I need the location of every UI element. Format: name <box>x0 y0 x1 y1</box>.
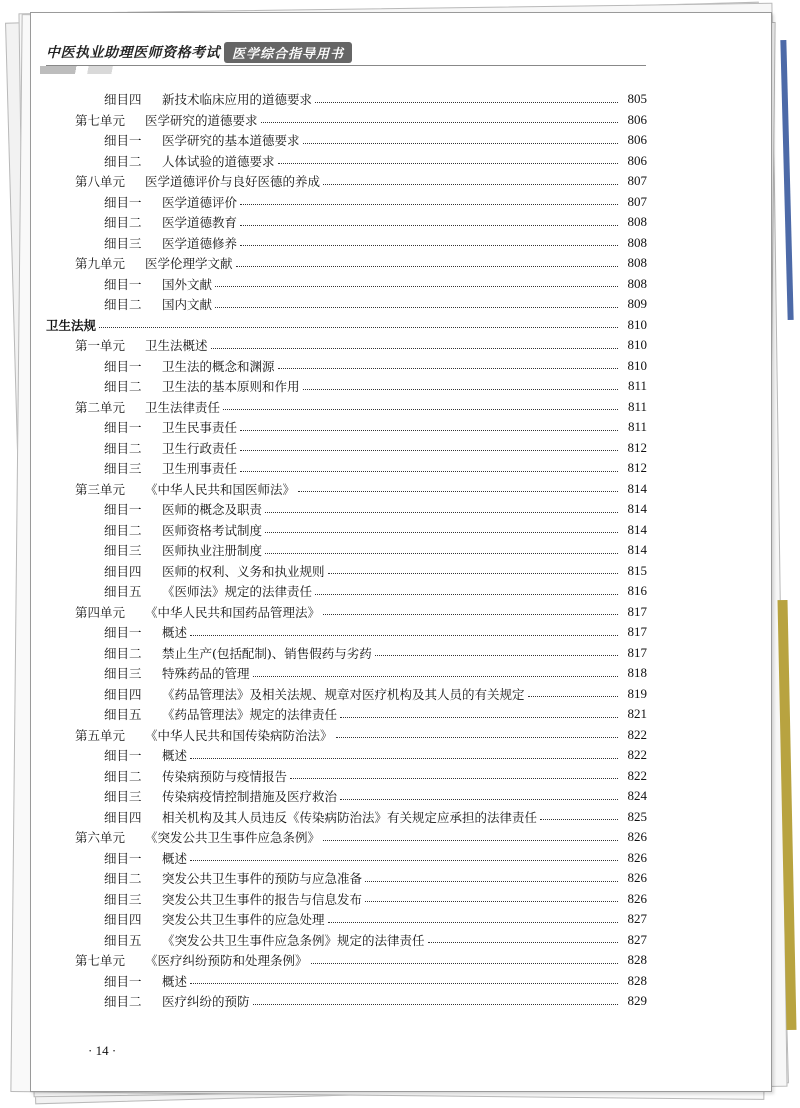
toc-entry-title: 《药品管理法》及相关法规、规章对医疗机构及其人员的有关规定 <box>162 686 525 702</box>
toc-entry-label <box>46 623 187 641</box>
dot-leader <box>265 553 618 554</box>
toc-entry[interactable] <box>46 335 647 356</box>
header-decoration <box>40 66 160 74</box>
toc-entry[interactable] <box>46 868 647 889</box>
toc-entry-code: 细目五 <box>104 932 142 948</box>
dot-leader <box>240 245 618 246</box>
dot-leader <box>315 594 618 595</box>
toc-entry-label <box>46 869 362 887</box>
toc-entry[interactable] <box>46 171 647 192</box>
toc-entry-page: 826 <box>627 829 647 845</box>
toc-entry-page: 814 <box>627 501 647 517</box>
dot-leader <box>528 696 618 697</box>
toc-entry[interactable] <box>46 192 647 213</box>
toc-entry-label <box>46 213 237 231</box>
toc-entry-page: 805 <box>627 91 647 107</box>
toc-entry-code: 第八单元 <box>75 174 126 190</box>
toc-entry-page: 817 <box>627 603 647 619</box>
toc-entry-title: 传染病预防与疫情报告 <box>162 768 288 784</box>
header-badge: 医学综合指导用书 <box>224 42 352 63</box>
toc-entry-title: 医师的权利、义务和执业规则 <box>162 563 325 579</box>
toc-entry-code: 细目一 <box>104 276 142 292</box>
toc-entry-code: 第二单元 <box>75 399 126 415</box>
toc-entry[interactable] <box>46 458 647 479</box>
toc-entry-title: 突发公共卫生事件的应急处理 <box>162 912 325 928</box>
dot-leader <box>278 368 618 369</box>
toc-entry-code: 细目四 <box>104 809 142 825</box>
table-of-contents <box>46 89 647 1012</box>
toc-entry[interactable] <box>46 745 647 766</box>
toc-entry-title: 人体试验的道德要求 <box>162 153 275 169</box>
toc-entry-page: 807 <box>627 193 647 209</box>
toc-entry-label <box>46 480 295 498</box>
toc-entry-label <box>46 357 275 375</box>
toc-entry-label <box>46 685 525 703</box>
toc-entry-page: 822 <box>627 726 647 742</box>
toc-entry[interactable] <box>46 848 647 869</box>
toc-entry-page: 810 <box>627 316 647 332</box>
toc-entry[interactable] <box>46 663 647 684</box>
dot-leader <box>328 573 618 574</box>
toc-entry-code: 细目四 <box>104 563 142 579</box>
toc-entry-label <box>46 275 212 293</box>
toc-entry[interactable] <box>46 684 647 705</box>
dot-leader <box>375 655 618 656</box>
toc-entry-code: 细目一 <box>104 502 142 518</box>
dot-leader <box>328 922 618 923</box>
toc-entry-code: 第四单元 <box>75 604 126 620</box>
toc-entry[interactable] <box>46 602 647 623</box>
toc-entry-page: 811 <box>627 378 647 394</box>
dot-leader <box>261 122 618 123</box>
dot-leader <box>365 881 618 882</box>
toc-entry-page: 822 <box>627 767 647 783</box>
toc-entry-label <box>46 992 250 1010</box>
toc-entry-title: 医师执业注册制度 <box>162 543 263 559</box>
toc-entry-label <box>46 910 325 928</box>
dot-leader <box>240 471 618 472</box>
toc-entry[interactable] <box>46 376 647 397</box>
toc-entry[interactable] <box>46 89 647 110</box>
toc-entry-code: 细目三 <box>104 543 142 559</box>
toc-entry-code: 细目一 <box>104 625 142 641</box>
toc-entry-page: 808 <box>627 275 647 291</box>
toc-entry[interactable] <box>46 294 647 315</box>
toc-entry-title: 新技术临床应用的道德要求 <box>162 92 313 108</box>
dot-leader <box>223 409 618 410</box>
toc-entry[interactable] <box>46 274 647 295</box>
toc-entry-code: 细目五 <box>104 707 142 723</box>
toc-entry-label <box>46 254 233 272</box>
toc-entry-label <box>46 582 312 600</box>
toc-entry-page: 810 <box>627 357 647 373</box>
toc-entry-page: 808 <box>627 234 647 250</box>
toc-entry-page: 826 <box>627 870 647 886</box>
toc-entry[interactable] <box>46 499 647 520</box>
dot-leader <box>253 1004 618 1005</box>
toc-entry-page: 818 <box>627 665 647 681</box>
toc-entry-page: 811 <box>627 419 647 435</box>
dot-leader <box>236 266 618 267</box>
toc-entry-title: 概述 <box>162 973 188 989</box>
toc-entry-title: 卫生法的基本原则和作用 <box>162 379 300 395</box>
dot-leader <box>240 450 618 451</box>
toc-entry-title: 卫生法律责任 <box>145 399 221 415</box>
dot-leader <box>211 348 618 349</box>
toc-entry[interactable] <box>46 233 647 254</box>
toc-entry-title: 卫生法概述 <box>145 338 208 354</box>
toc-entry-code: 细目一 <box>104 194 142 210</box>
toc-entry-title: 《突发公共卫生事件应急条例》规定的法律责任 <box>162 932 425 948</box>
toc-entry-title: 卫生刑事责任 <box>162 461 238 477</box>
toc-entry[interactable] <box>46 909 647 930</box>
toc-entry-label <box>46 521 262 539</box>
toc-entry-page: 810 <box>627 337 647 353</box>
dot-leader <box>303 143 618 144</box>
toc-entry-page: 806 <box>627 132 647 148</box>
toc-entry-title: 特殊药品的管理 <box>162 666 250 682</box>
toc-entry-title: 医师资格考试制度 <box>162 522 263 538</box>
toc-entry-page: 826 <box>627 890 647 906</box>
toc-entry-title: 医学研究的基本道德要求 <box>162 133 300 149</box>
toc-entry[interactable] <box>46 704 647 725</box>
toc-entry-label <box>46 931 425 949</box>
toc-entry[interactable] <box>46 540 647 561</box>
toc-entry-title: 突发公共卫生事件的预防与应急准备 <box>162 871 363 887</box>
toc-entry-page: 808 <box>627 214 647 230</box>
toc-entry[interactable] <box>46 991 647 1012</box>
toc-entry-code: 细目一 <box>104 748 142 764</box>
toc-entry[interactable] <box>46 827 647 848</box>
toc-entry-title: 医学道德教育 <box>162 215 238 231</box>
toc-entry-title: 医师的概念及职责 <box>162 502 263 518</box>
toc-entry-code: 细目三 <box>104 789 142 805</box>
dot-leader <box>311 963 618 964</box>
toc-entry-label <box>46 787 337 805</box>
toc-entry-page: 814 <box>627 542 647 558</box>
dot-leader <box>303 389 618 390</box>
toc-entry[interactable] <box>46 622 647 643</box>
dot-leader <box>428 942 618 943</box>
header-title: 中医执业助理医师资格考试 <box>46 45 220 61</box>
toc-entry-code: 第一单元 <box>75 338 126 354</box>
toc-entry-label <box>46 418 237 436</box>
toc-entry-code: 细目二 <box>104 522 142 538</box>
decorative-edge <box>780 40 793 320</box>
toc-entry-title: 医学道德修养 <box>162 235 238 251</box>
toc-entry-code: 细目一 <box>104 850 142 866</box>
toc-entry[interactable] <box>46 356 647 377</box>
dot-leader <box>215 307 618 308</box>
toc-entry-label <box>46 234 237 252</box>
toc-entry[interactable] <box>46 417 647 438</box>
toc-entry-title: 医学道德评价与良好医德的养成 <box>145 174 321 190</box>
toc-entry-title: 国内文献 <box>162 297 213 313</box>
toc-entry-code: 细目一 <box>104 420 142 436</box>
toc-entry-page: 817 <box>627 624 647 640</box>
dot-leader <box>540 819 618 820</box>
toc-entry-label <box>46 972 187 990</box>
toc-entry-code: 细目二 <box>104 379 142 395</box>
toc-entry-title: 《药品管理法》规定的法律责任 <box>162 707 338 723</box>
toc-entry-code: 细目一 <box>104 358 142 374</box>
toc-entry-label <box>46 295 212 313</box>
toc-entry-page: 809 <box>627 296 647 312</box>
toc-entry-code: 细目一 <box>104 133 142 149</box>
dot-leader <box>290 778 618 779</box>
toc-entry-page: 817 <box>627 644 647 660</box>
toc-entry-code: 细目一 <box>104 973 142 989</box>
toc-entry-label <box>46 500 262 518</box>
toc-entry-label <box>46 767 287 785</box>
toc-entry[interactable] <box>46 520 647 541</box>
toc-entry-code: 细目二 <box>104 994 142 1010</box>
dot-leader <box>240 225 618 226</box>
toc-entry-label <box>46 726 333 744</box>
toc-entry-title: 卫生法规 <box>46 317 97 333</box>
toc-entry-page: 815 <box>627 562 647 578</box>
toc-entry-code: 细目三 <box>104 235 142 251</box>
toc-entry-label <box>46 152 275 170</box>
toc-entry-code: 细目四 <box>104 912 142 928</box>
toc-entry-page: 827 <box>627 931 647 947</box>
toc-entry-page: 828 <box>627 972 647 988</box>
toc-entry-title: 国外文献 <box>162 276 213 292</box>
dot-leader <box>253 676 618 677</box>
toc-entry[interactable] <box>46 315 647 336</box>
toc-entry-label <box>46 336 208 354</box>
toc-entry[interactable] <box>46 581 647 602</box>
toc-entry-code: 细目二 <box>104 153 142 169</box>
toc-entry-page: 821 <box>627 706 647 722</box>
dot-leader <box>190 860 618 861</box>
toc-entry[interactable] <box>46 766 647 787</box>
page-number: · 14 · <box>88 1043 117 1058</box>
toc-entry-page: 808 <box>627 255 647 271</box>
toc-entry-page: 825 <box>627 808 647 824</box>
toc-entry[interactable] <box>46 950 647 971</box>
toc-entry-label <box>46 90 312 108</box>
toc-entry-page: 812 <box>627 439 647 455</box>
toc-entry-page: 814 <box>627 521 647 537</box>
toc-entry-code: 细目四 <box>104 686 142 702</box>
toc-entry-label <box>46 603 320 621</box>
toc-entry-label <box>46 131 300 149</box>
toc-entry-page: 806 <box>627 111 647 127</box>
toc-entry-code: 细目三 <box>104 666 142 682</box>
toc-entry[interactable] <box>46 725 647 746</box>
toc-entry-label <box>46 890 362 908</box>
toc-entry-title: 禁止生产(包括配制)、销售假药与劣药 <box>162 645 372 661</box>
toc-entry-code: 细目三 <box>104 461 142 477</box>
toc-entry[interactable] <box>46 930 647 951</box>
toc-entry-code: 细目二 <box>104 645 142 661</box>
toc-entry-label <box>46 398 220 416</box>
dot-leader <box>265 532 618 533</box>
toc-entry-title: 突发公共卫生事件的报告与信息发布 <box>162 891 363 907</box>
toc-entry-label <box>46 808 537 826</box>
dot-leader <box>190 983 618 984</box>
toc-entry[interactable] <box>46 397 647 418</box>
toc-entry-label <box>46 849 187 867</box>
toc-entry-code: 第六单元 <box>75 830 126 846</box>
toc-entry-title: 《医师法》规定的法律责任 <box>162 584 313 600</box>
toc-entry-code: 细目三 <box>104 891 142 907</box>
toc-entry-title: 卫生法的概念和渊源 <box>162 358 275 374</box>
toc-entry-title: 《医疗纠纷预防和处理条例》 <box>145 953 308 969</box>
toc-entry-page: 819 <box>627 685 647 701</box>
toc-entry-code: 细目二 <box>104 215 142 231</box>
dot-leader <box>323 614 618 615</box>
toc-entry[interactable] <box>46 151 647 172</box>
toc-entry-label <box>46 951 308 969</box>
toc-entry-title: 卫生行政责任 <box>162 440 238 456</box>
toc-entry[interactable] <box>46 889 647 910</box>
dot-leader <box>240 204 618 205</box>
toc-entry-label <box>46 746 187 764</box>
toc-entry-code: 第七单元 <box>75 953 126 969</box>
toc-entry-page: 807 <box>627 173 647 189</box>
toc-entry[interactable] <box>46 212 647 233</box>
toc-entry-code: 细目二 <box>104 297 142 313</box>
toc-entry-label <box>46 541 262 559</box>
toc-entry-page: 811 <box>627 398 647 414</box>
toc-entry-label <box>46 172 320 190</box>
toc-entry-label <box>46 193 237 211</box>
dot-leader <box>278 163 618 164</box>
toc-entry-label <box>46 439 237 457</box>
toc-entry-code: 第三单元 <box>75 481 126 497</box>
toc-entry-label <box>46 644 372 662</box>
dot-leader <box>190 635 618 636</box>
toc-entry-title: 医学研究的道德要求 <box>145 112 258 128</box>
toc-entry-title: 概述 <box>162 748 188 764</box>
toc-entry-code: 第五单元 <box>75 727 126 743</box>
toc-entry[interactable] <box>46 479 647 500</box>
toc-entry-code: 细目二 <box>104 871 142 887</box>
dot-leader <box>240 430 618 431</box>
toc-entry-page: 827 <box>627 911 647 927</box>
dot-leader <box>315 102 618 103</box>
dot-leader <box>340 799 618 800</box>
toc-entry-page: 822 <box>627 747 647 763</box>
dot-leader <box>323 184 618 185</box>
toc-entry-label <box>46 562 325 580</box>
toc-entry[interactable] <box>46 438 647 459</box>
toc-entry-label <box>46 664 250 682</box>
dot-leader <box>190 758 618 759</box>
toc-entry-code: 细目五 <box>104 584 142 600</box>
toc-entry-page: 812 <box>627 460 647 476</box>
running-header <box>46 42 352 62</box>
toc-entry-label <box>46 828 320 846</box>
toc-entry-title: 医学道德评价 <box>162 194 238 210</box>
toc-entry[interactable] <box>46 110 647 131</box>
toc-entry[interactable] <box>46 253 647 274</box>
dot-leader <box>336 737 618 738</box>
toc-entry-title: 《中华人民共和国医师法》 <box>145 481 296 497</box>
dot-leader <box>323 840 618 841</box>
toc-entry-title: 概述 <box>162 850 188 866</box>
toc-entry-title: 医学伦理学文献 <box>145 256 233 272</box>
toc-entry[interactable] <box>46 130 647 151</box>
dot-leader <box>99 327 618 328</box>
toc-entry-label <box>46 111 258 129</box>
dot-leader <box>265 512 618 513</box>
toc-entry-page: 828 <box>627 952 647 968</box>
toc-entry-code: 细目二 <box>104 440 142 456</box>
toc-entry-page: 826 <box>627 849 647 865</box>
toc-entry-label <box>46 705 337 723</box>
dot-leader <box>340 717 618 718</box>
toc-entry[interactable] <box>46 561 647 582</box>
dot-leader <box>215 286 618 287</box>
toc-entry-title: 《中华人民共和国药品管理法》 <box>145 604 321 620</box>
toc-entry-title: 医疗纠纷的预防 <box>162 994 250 1010</box>
toc-entry-title: 相关机构及其人员违反《传染病防治法》有关规定应承担的法律责任 <box>162 809 538 825</box>
toc-entry-page: 806 <box>627 152 647 168</box>
toc-entry-code: 第九单元 <box>75 256 126 272</box>
toc-entry[interactable] <box>46 643 647 664</box>
toc-entry[interactable] <box>46 786 647 807</box>
toc-entry-page: 824 <box>627 788 647 804</box>
toc-entry-label <box>46 377 300 395</box>
toc-entry-title: 卫生民事责任 <box>162 420 238 436</box>
toc-entry-page: 816 <box>627 583 647 599</box>
toc-entry-label <box>46 459 237 477</box>
toc-entry-title: 概述 <box>162 625 188 641</box>
toc-entry-title: 传染病疫情控制措施及医疗救治 <box>162 789 338 805</box>
toc-entry[interactable] <box>46 807 647 828</box>
toc-entry-label <box>46 316 96 334</box>
dot-leader <box>298 491 618 492</box>
toc-entry-code: 细目二 <box>104 768 142 784</box>
toc-entry-code: 第七单元 <box>75 112 126 128</box>
toc-entry[interactable] <box>46 971 647 992</box>
toc-entry-title: 《突发公共卫生事件应急条例》 <box>145 830 321 846</box>
dot-leader <box>365 901 618 902</box>
toc-entry-code: 细目四 <box>104 92 142 108</box>
toc-entry-title: 《中华人民共和国传染病防治法》 <box>145 727 333 743</box>
toc-entry-page: 829 <box>627 993 647 1009</box>
toc-entry-page: 814 <box>627 480 647 496</box>
